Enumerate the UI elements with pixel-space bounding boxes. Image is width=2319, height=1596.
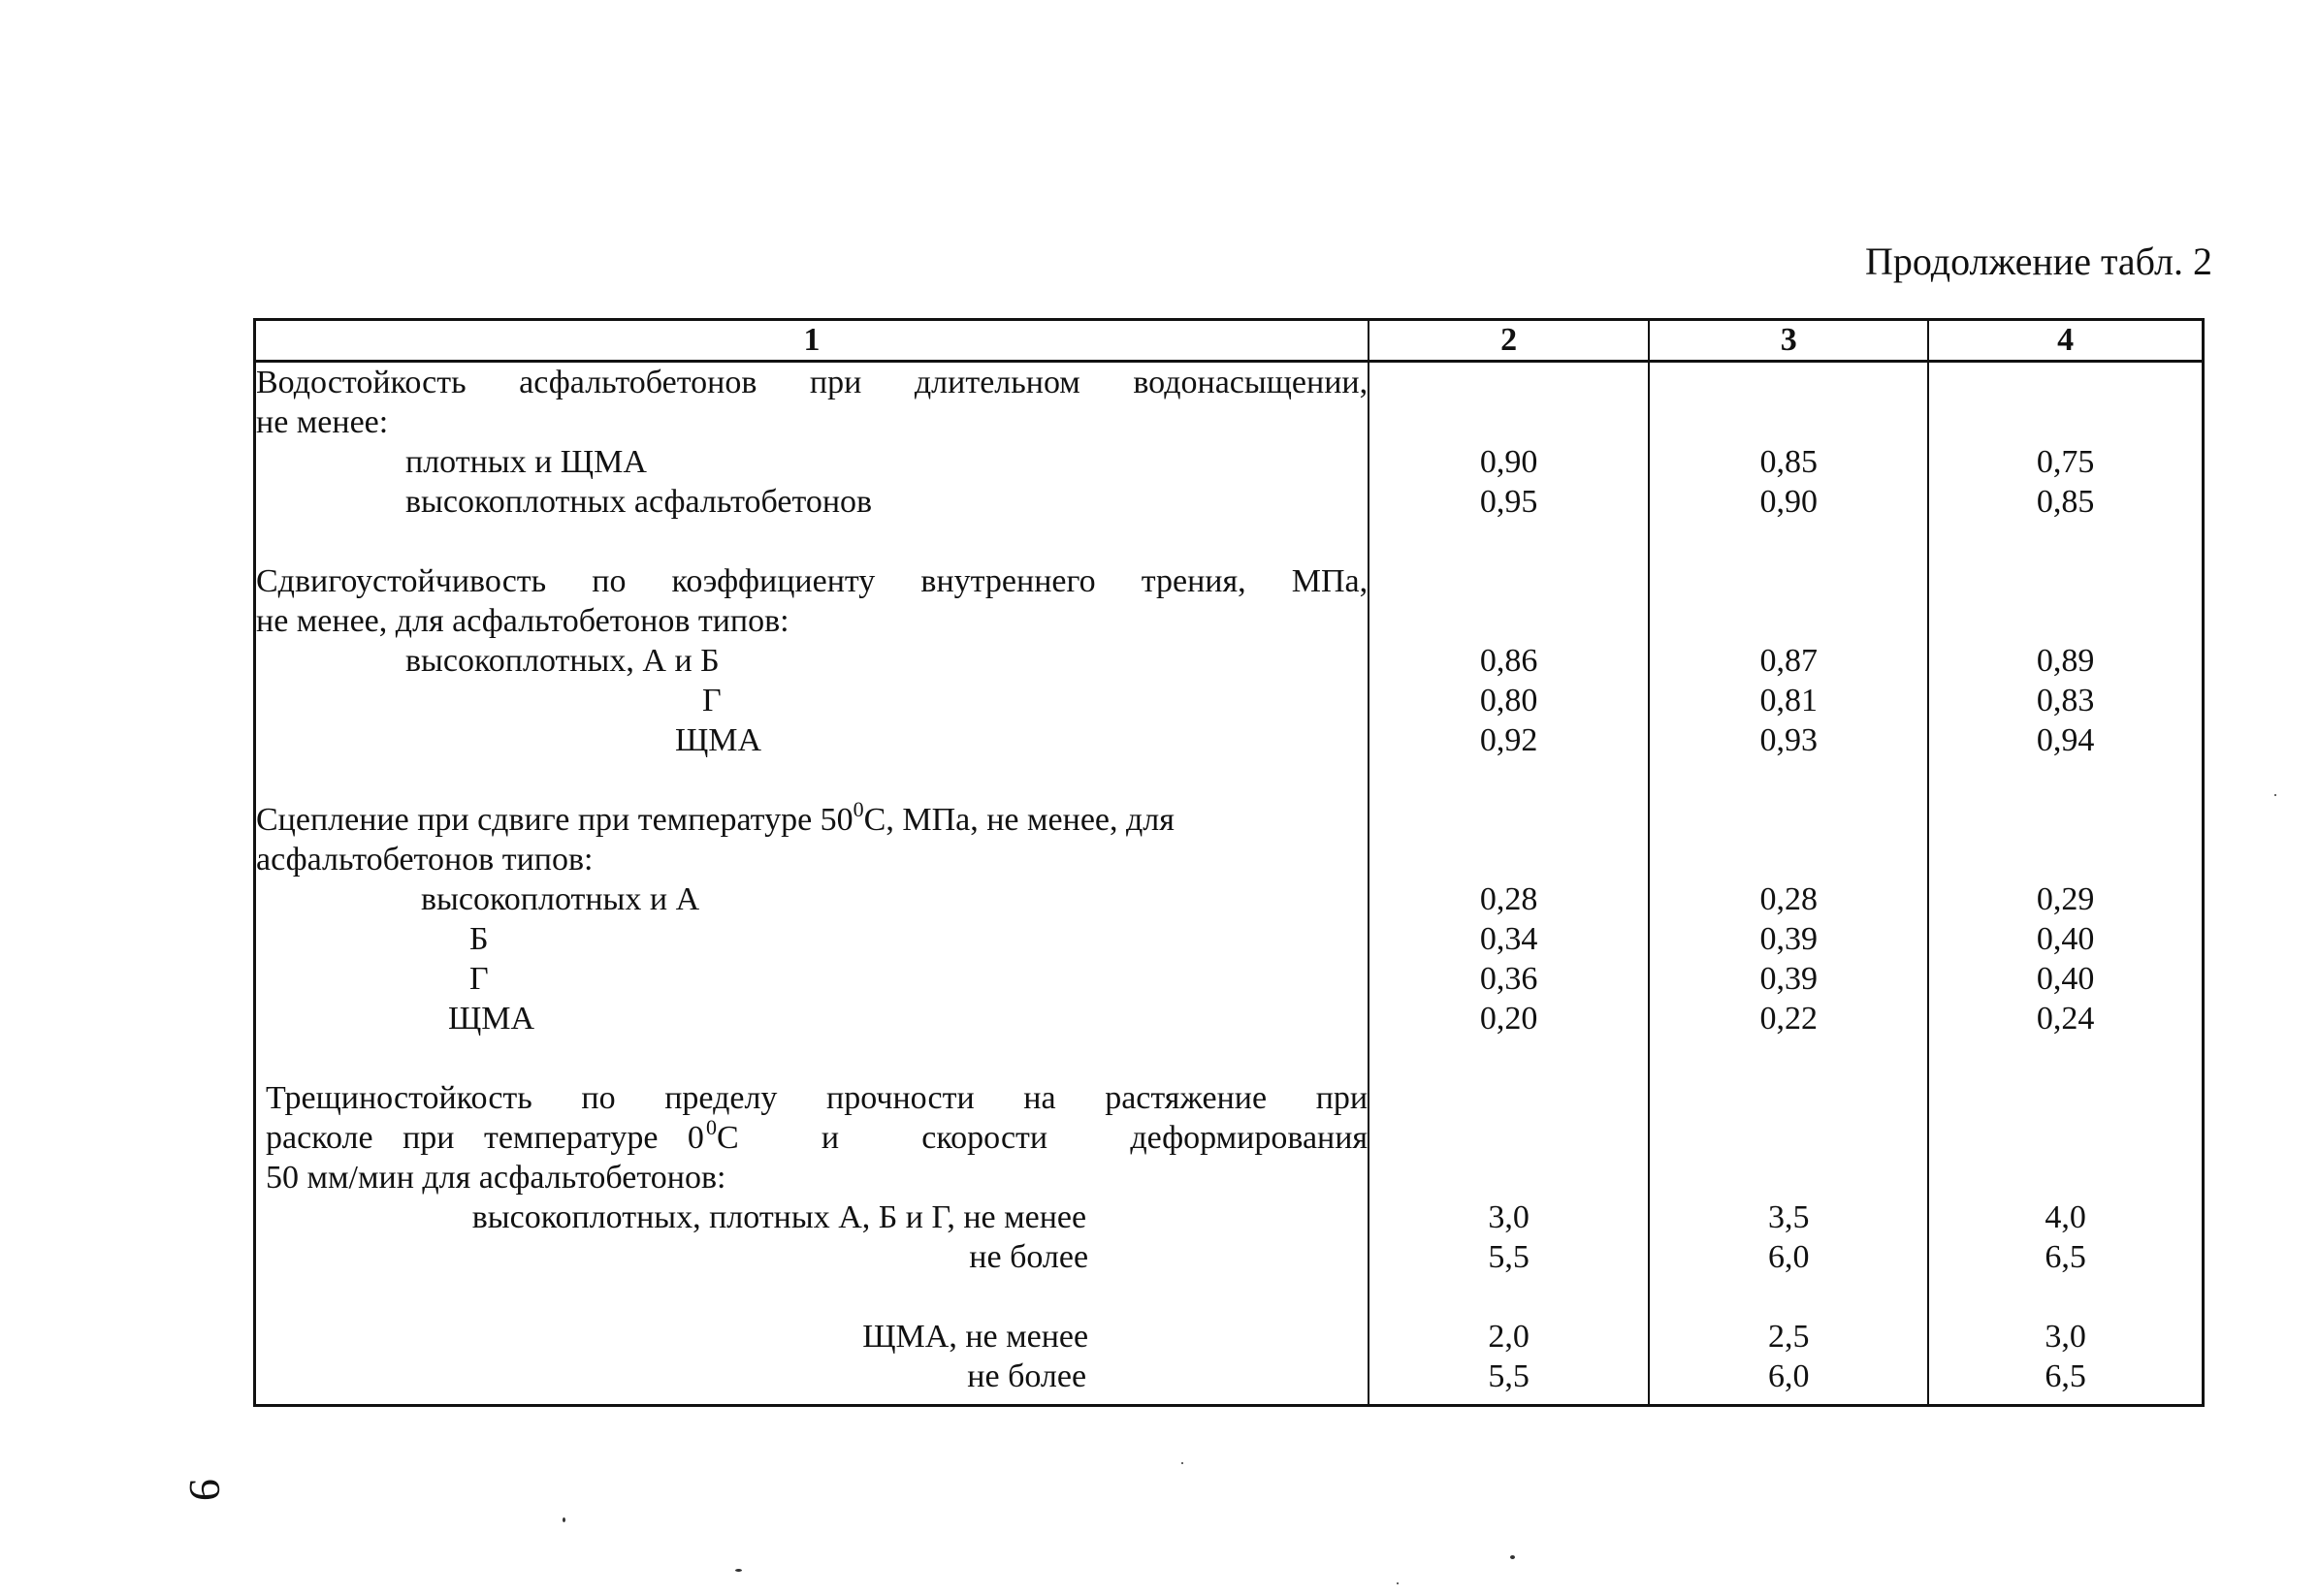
row-label: не более (967, 1358, 1087, 1394)
table-cell: 6,0 (1768, 1358, 1810, 1394)
row-label: высокоплотных асфальтобетонов (405, 484, 873, 520)
table-cell: 0,29 (2036, 881, 2095, 917)
section-title-line: Сцепление при сдвиге при температуре $50^0С$, МПа, не менее, для (256, 797, 1175, 838)
scan-speck (2274, 794, 2276, 796)
table-cell: 5,5 (1488, 1358, 1530, 1394)
section-title-line: не менее: (256, 404, 389, 440)
table-caption: Продолжение табл. 2 (1865, 239, 2212, 283)
row-label: ЩМА (448, 1001, 535, 1037)
row-label: Г (469, 961, 489, 997)
table-cell: 0,85 (1759, 444, 1819, 480)
table-cell: 0,86 (1479, 643, 1538, 679)
values-column-4 (1928, 362, 2203, 1406)
table-cell: 0,92 (1479, 722, 1538, 758)
table-cell: 0,39 (1759, 921, 1819, 957)
section-shear-adhesion (256, 797, 1368, 1038)
table-cell: 0,75 (2036, 444, 2095, 480)
section-title-line: не менее, для асфальтобетонов типов: (256, 603, 789, 639)
table-cell: 0,80 (1479, 683, 1538, 718)
table-cell: 5,5 (1488, 1239, 1530, 1275)
table-cell: 0,85 (2036, 484, 2095, 520)
column-header-4: 4 (1928, 320, 2203, 362)
section-title-line: Сдвигоустойчивость по коэффициенту внутреннего трения, МПа, (256, 563, 1369, 599)
table-cell: 2,5 (1768, 1319, 1810, 1355)
table-cell: 0,20 (1479, 1001, 1538, 1037)
row-label: высокоплотных, А и Б (405, 643, 720, 679)
scan-speck (1510, 1555, 1515, 1559)
table-body-row (255, 362, 2204, 1406)
table-cell: 0,90 (1759, 484, 1819, 520)
section-title-line: асфальтобетонов типов: (256, 842, 594, 878)
table-cell: 0,87 (1759, 643, 1819, 679)
column-header-2: 2 (1369, 320, 1649, 362)
section-title-line: Водостойкость асфальтобетонов при длительном водонасыщении, (256, 365, 1369, 400)
page-number: 9 (180, 1479, 230, 1501)
table-cell: 2,0 (1488, 1319, 1530, 1355)
table-cell: 0,36 (1479, 961, 1538, 997)
table-cell: 6,5 (2045, 1239, 2086, 1275)
table-cell: 0,95 (1479, 484, 1538, 520)
row-label: высокоплотных, плотных А, Б и Г, не менее (471, 1199, 1087, 1235)
table-cell: 3,0 (2045, 1319, 2086, 1355)
table-header-row (255, 320, 2204, 362)
row-label: плотных и ЩМА (405, 444, 647, 480)
section-crack-resistance (256, 1078, 1368, 1197)
table-cell: 6,0 (1768, 1239, 1810, 1275)
scan-speck (1397, 1582, 1399, 1584)
table-cell: 0,89 (2036, 643, 2095, 679)
table-cell: 3,0 (1488, 1199, 1530, 1235)
table-cell: 0,81 (1759, 683, 1819, 718)
section-shear-stability (256, 561, 1368, 760)
values-column-3 (1649, 362, 1928, 1406)
section-title-line: расколе при температуре 0 $^0$С и скорости деформирования (266, 1115, 1369, 1156)
row-label: не более (969, 1239, 1089, 1275)
table-cell: 4,0 (2045, 1199, 2086, 1235)
row-label: ЩМА, не менее (862, 1319, 1089, 1355)
table-cell: 0,40 (2036, 961, 2095, 997)
table-cell: 0,28 (1479, 881, 1538, 917)
row-label: Б (469, 921, 489, 957)
table-cell: 0,22 (1759, 1001, 1819, 1037)
table-cell: 3,5 (1768, 1199, 1810, 1235)
table-cell: 0,93 (1759, 722, 1819, 758)
section-water-resistance (256, 363, 1368, 522)
table-cell: 0,34 (1479, 921, 1538, 957)
table-cell: 0,40 (2036, 921, 2095, 957)
scan-speck (563, 1517, 565, 1522)
table-cell: 0,24 (2036, 1001, 2095, 1037)
description-column (255, 362, 1369, 1406)
table-cell: 0,83 (2036, 683, 2095, 718)
table-cell: 0,39 (1759, 961, 1819, 997)
row-label: высокоплотных и А (421, 881, 700, 917)
table-cell: 6,5 (2045, 1358, 2086, 1394)
table-cell: 0,90 (1479, 444, 1538, 480)
table-cell: 0,28 (1759, 881, 1819, 917)
row-label: Г (702, 683, 722, 718)
section-title-line: Трещиностойкость по пределу прочности на растяжение при (266, 1080, 1369, 1116)
row-label: ЩМА (675, 722, 762, 758)
column-header-3: 3 (1649, 320, 1928, 362)
section-title-line: 50 мм/мин для асфальтобетонов: (266, 1160, 726, 1196)
scan-speck (735, 1569, 742, 1572)
column-header-1: 1 (255, 320, 1369, 362)
properties-table (253, 318, 2205, 1407)
scan-speck (1181, 1462, 1183, 1464)
values-column-2 (1369, 362, 1649, 1406)
table-cell: 0,94 (2036, 722, 2095, 758)
